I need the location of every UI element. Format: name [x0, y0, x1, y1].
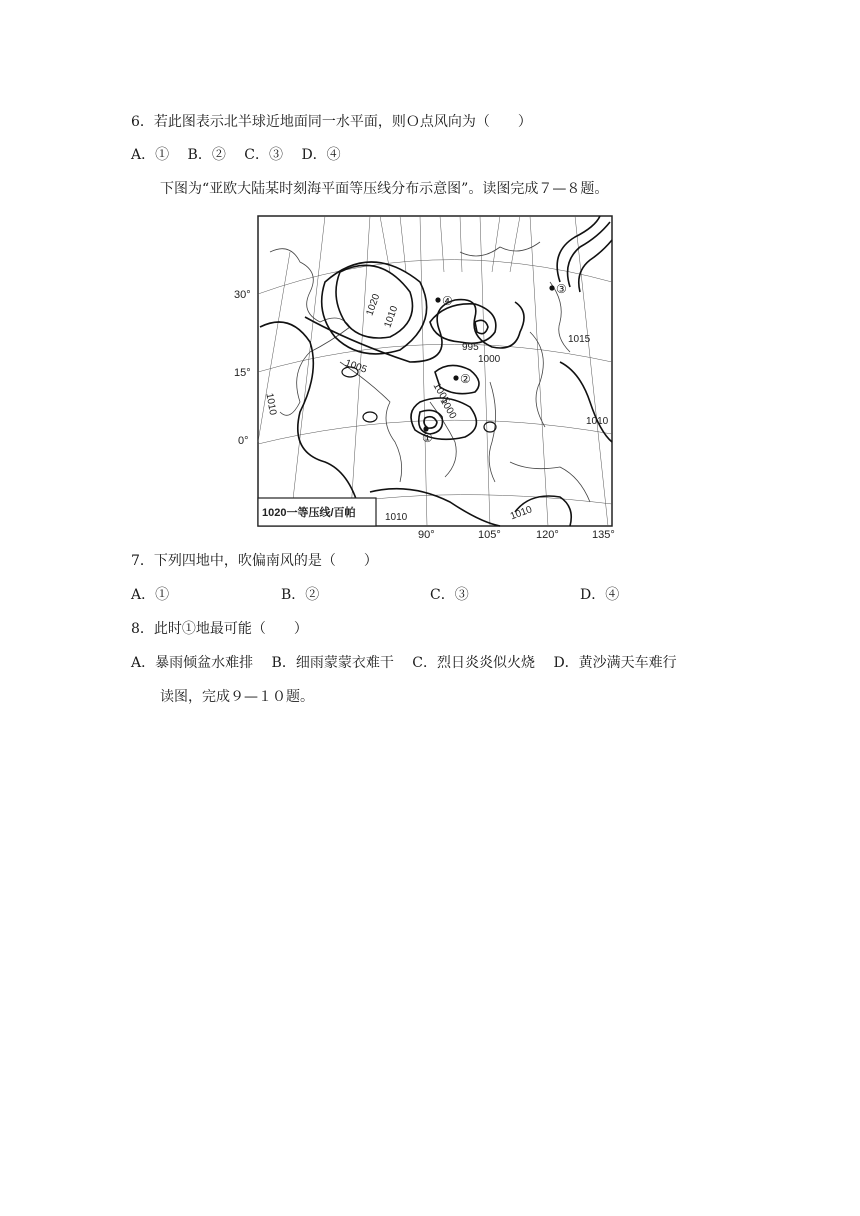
point-label: ③: [556, 282, 567, 296]
intro-9-10: 读图，完成９—１０题。: [160, 689, 314, 705]
question-7-option-a: A．①: [131, 587, 170, 603]
question-8-options: A．暴雨倾盆水难排 B．细雨蒙蒙衣难干 C．烈日炎炎似火烧 D．黄沙满天车难行: [131, 655, 677, 671]
question-7-option-b: B．②: [281, 587, 320, 603]
question-6-options: A．① B．② C．③ D．④: [131, 147, 341, 163]
isobar-map: [230, 212, 630, 542]
question-8-stem: 8．此时①地最可能（ ）: [131, 621, 308, 637]
isobar-label: 1000: [478, 354, 501, 365]
lat-label: 0°: [238, 435, 249, 447]
lon-label: 120°: [536, 529, 559, 541]
isobar-label: 1015: [568, 334, 591, 345]
isobar-label: 1010: [263, 392, 279, 417]
lon-label: 105°: [478, 529, 501, 541]
isobar-label: 1005: [430, 381, 452, 406]
question-7-option-d: D．④: [580, 587, 620, 603]
point-label: ②: [460, 372, 471, 386]
isobar-label: 1000: [437, 396, 459, 421]
isobar-label: 1020: [364, 292, 383, 318]
map-legend: 1020一等压线/百帕: [262, 507, 356, 519]
question-6-stem: 6．若此图表示北半球近地面同一水平面，则Ｏ点风向为（ ）: [131, 114, 532, 130]
lat-label: 30°: [234, 289, 251, 301]
question-7-stem: 7．下列四地中，吹偏南风的是（ ）: [131, 553, 378, 569]
point-label: ④: [442, 294, 453, 308]
intro-7-8: 下图为“亚欧大陆某时刻海平面等压线分布示意图”。读图完成７—８题。: [160, 181, 609, 197]
lon-label: 135°: [592, 529, 615, 541]
lat-label: 15°: [234, 367, 251, 379]
isobar-label: 1010: [586, 416, 609, 427]
isobar-label: 1010: [385, 512, 408, 523]
point-label: ①: [422, 431, 433, 445]
isobar-label: 1010: [382, 304, 401, 330]
lon-label: 90°: [418, 529, 435, 541]
isobar-label: 1005: [343, 357, 369, 376]
isobar-label: 1010: [508, 504, 534, 523]
question-7-option-c: C．③: [430, 587, 469, 603]
isobar-label: 995: [462, 342, 479, 353]
